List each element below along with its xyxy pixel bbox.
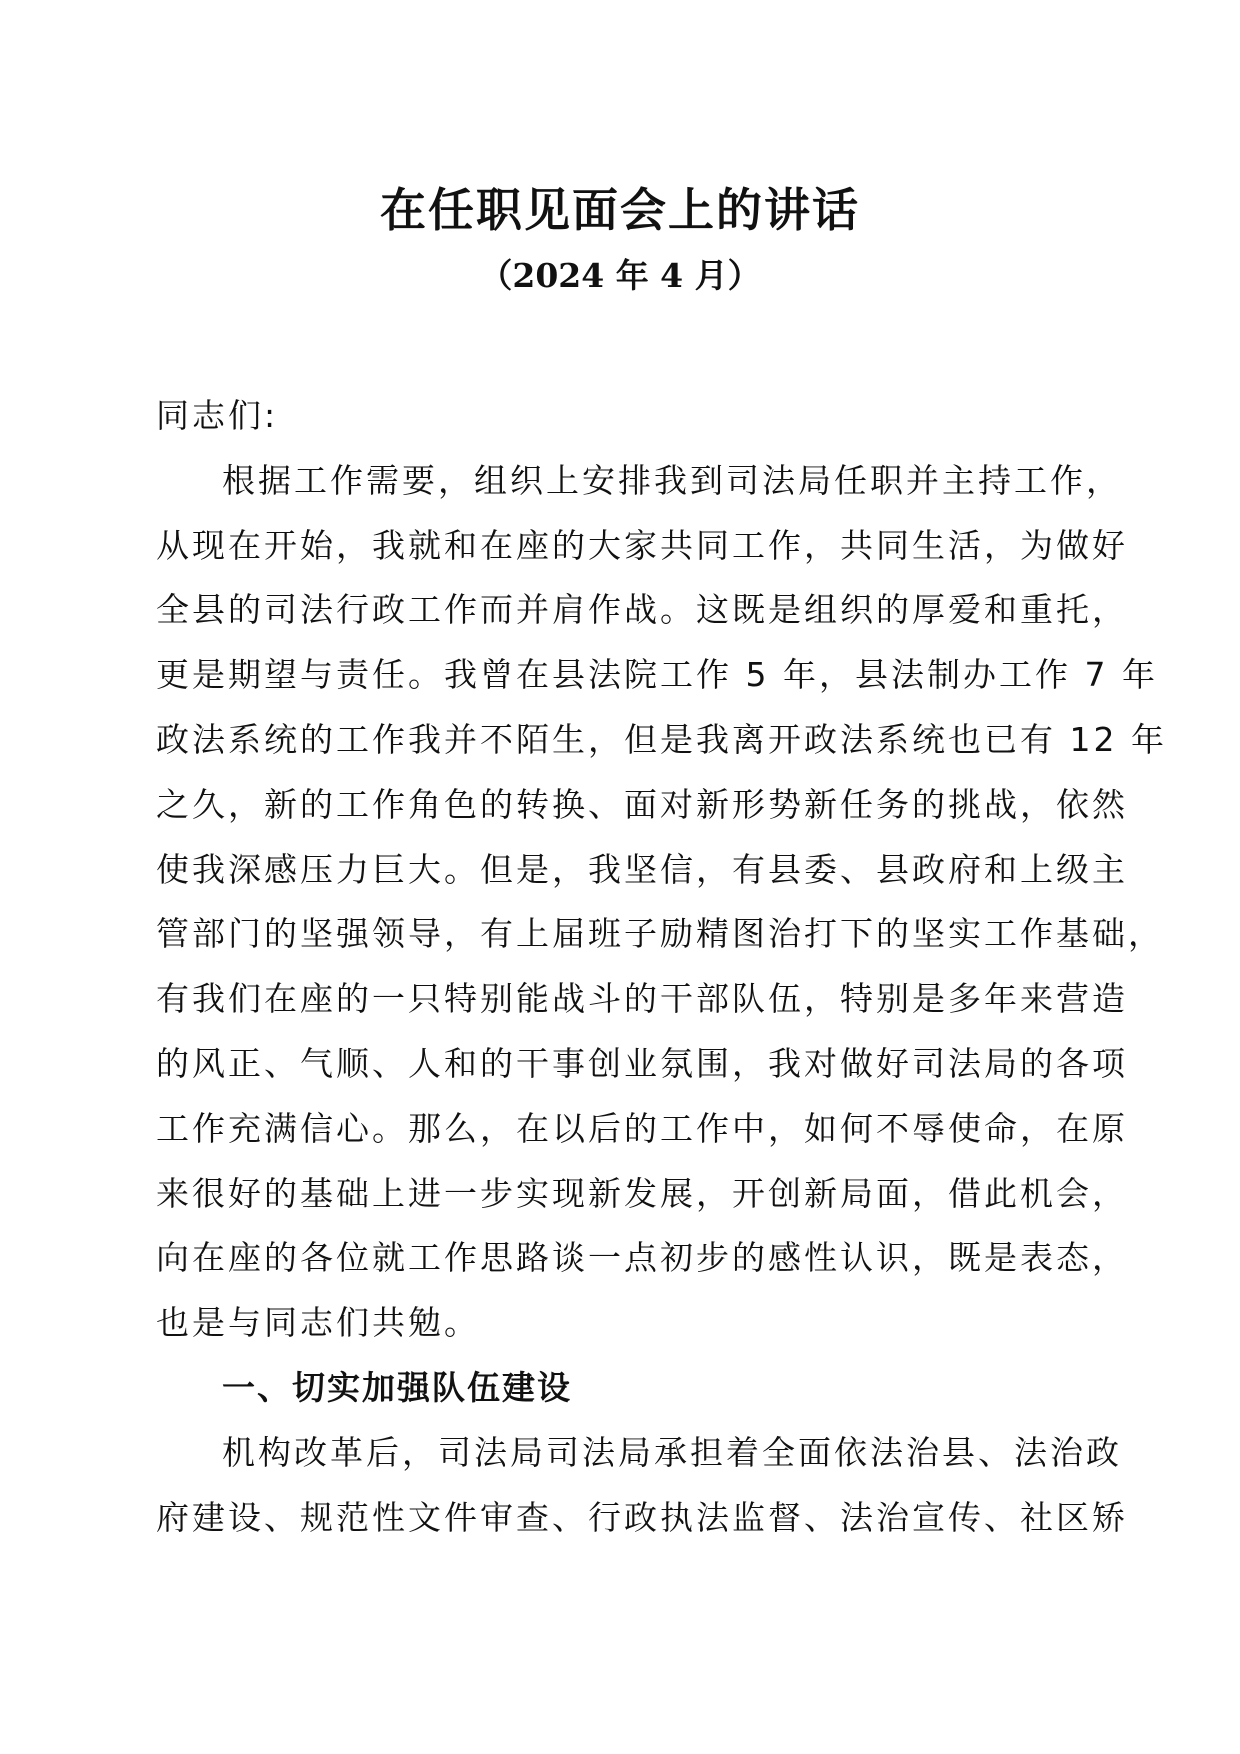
paragraph-1-line: 从现在开始，我就和在座的大家共同工作，共同生活，为做好 <box>156 525 1128 565</box>
paragraph-2 <box>156 1421 1128 1551</box>
paragraph-1-line: 之久，新的工作角色的转换、面对新形势新任务的挑战，依然 <box>156 784 1128 824</box>
paragraph-1-line: 来很好的基础上进一步实现新发展，开创新局面，借此机会， <box>156 1173 1128 1213</box>
paragraph-1-line: 更是期望与责任。我曾在县法院工作 5 年，县法制办工作 7 年 <box>156 655 1158 695</box>
document-date: （2024 年 4 月） <box>479 256 761 295</box>
paragraph-1 <box>156 449 1167 1356</box>
paragraph-1-line: 使我深感压力巨大。但是，我坚信，有县委、县政府和上级主 <box>156 849 1128 889</box>
salutation: 同志们: <box>156 396 279 435</box>
paragraph-1-line: 向在座的各位就工作思路谈一点初步的感性认识，既是表态， <box>156 1238 1128 1278</box>
section-heading-1: 一、切实加强队伍建设 <box>222 1367 572 1407</box>
paragraph-2-line: 机构改革后，司法局司法局承担着全面依法治县、法治政 <box>222 1432 1122 1472</box>
paragraph-1-line: 有我们在座的一只特别能战斗的干部队伍，特别是多年来营造 <box>156 979 1128 1019</box>
paragraph-1-line: 管部门的坚强领导，有上届班子励精图治打下的坚实工作基础， <box>156 914 1164 954</box>
paragraph-2-line: 府建设、规范性文件审查、行政执法监督、法治宣传、社区矫 <box>156 1497 1128 1537</box>
paragraph-1-line: 政法系统的工作我并不陌生，但是我离开政法系统也已有 12 年 <box>156 719 1167 759</box>
document-title: 在任职见面会上的讲话 <box>380 183 860 237</box>
paragraph-1-line: 工作充满信心。那么，在以后的工作中，如何不辱使命，在原 <box>156 1108 1128 1148</box>
paragraph-1-line: 根据工作需要，组织上安排我到司法局任职并主持工作， <box>222 460 1122 500</box>
paragraph-1-line: 全县的司法行政工作而并肩作战。这既是组织的厚爱和重托， <box>156 590 1128 630</box>
paragraph-1-line: 也是与同志们共勉。 <box>156 1303 480 1343</box>
paragraph-1-line: 的风正、气顺、人和的干事创业氛围，我对做好司法局的各项 <box>156 1043 1128 1083</box>
document-body <box>156 384 1167 1550</box>
